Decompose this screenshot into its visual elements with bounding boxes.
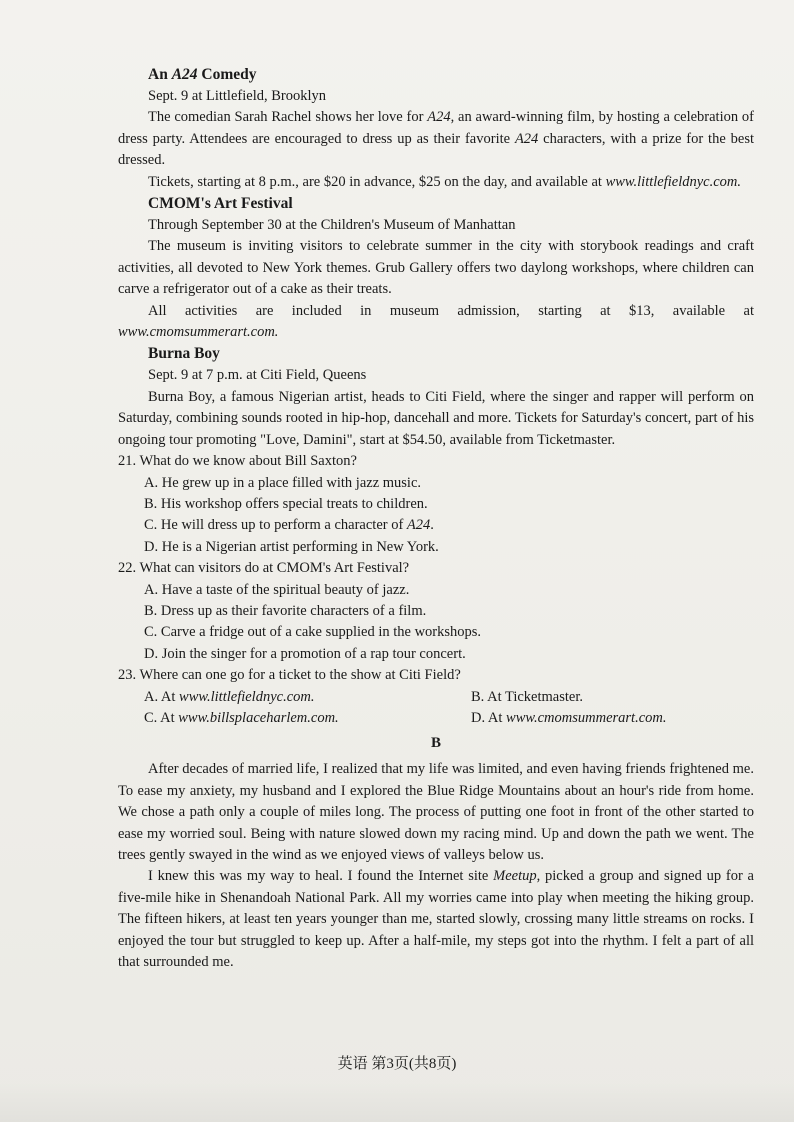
q23-option-a: A. At www.littlefieldnyc.com. <box>144 688 315 705</box>
question-21: 21. What do we know about Bill Saxton? <box>118 453 357 470</box>
q22-option-b: B. Dress up as their favorite characters of a film. <box>144 602 427 619</box>
event-title-a24: An A24 Comedy <box>148 66 257 83</box>
page-footer: 英语 第3页(共8页) <box>337 1056 457 1072</box>
event-title-cmom: CMOM's Art Festival <box>148 195 293 213</box>
event-desc-cmom: The museum is inviting visitors to celebrate summer in the city with storybook readings and craft activities, all devoted to New York themes. Grub Gallery offers two daylong workshops, where children can carve a refrigerator out of a cake as their treats. <box>118 238 754 298</box>
question-23: 23. Where can one go for a ticket to the show at Citi Field? <box>118 667 461 684</box>
q23-options-row-1 <box>144 687 754 708</box>
page-shadow <box>0 1082 794 1122</box>
event-tickets-a24: Tickets, starting at 8 p.m., are $20 in advance, $25 on the day, and available at www.littlefieldnyc.com. <box>148 173 742 190</box>
passage-b-paragraph-2: I knew this was my way to heal. I found the Internet site Meetup, picked a group and signed up for a five-mile hike in Shenandoah National Park. All my worries came into play when meeting the hiking group. The fifteen hikers, at least ten years younger than me, started slowly, crossing many little streams on rocks. I enjoyed the tour but struggled to keep up. After a half-mile, my steps got into the rhythm. I felt a part of all that surrounded me. <box>118 868 754 971</box>
q23-options-row-2 <box>144 708 754 729</box>
q23-option-d: D. At www.cmomsummerart.com. <box>471 709 667 726</box>
event-meta-burna: Sept. 9 at 7 p.m. at Citi Field, Queens <box>148 367 367 384</box>
q22-option-d: D. Join the singer for a promotion of a rap tour concert. <box>144 645 466 662</box>
q21-option-d: D. He is a Nigerian artist performing in New York. <box>144 538 439 555</box>
event-title-burna: Burna Boy <box>148 345 220 363</box>
q22-option-a: A. Have a taste of the spiritual beauty of jazz. <box>144 581 410 598</box>
event-meta-cmom: Through September 30 at the Children's Museum of Manhattan <box>148 217 516 234</box>
event-tickets-cmom: All activities are included in museum admission, starting at $13, available at www.cmomsummerart.com. <box>118 302 754 341</box>
event-desc-a24: The comedian Sarah Rachel shows her love for A24, an award-winning film, by hosting a celebration of dress party. Attendees are encouraged to dress up as their favorite A24 characters, with a prize for the best dressed. <box>118 109 754 169</box>
q22-option-c: C. Carve a fridge out of a cake supplied in the workshops. <box>144 624 482 641</box>
q23-option-c: C. At www.billsplaceharlem.com. <box>144 709 339 726</box>
section-b-label: B <box>430 735 441 752</box>
q23-option-b: B. At Ticketmaster. <box>471 688 583 705</box>
q21-option-a: A. He grew up in a place filled with jazz music. <box>144 474 422 491</box>
passage-b-paragraph-1: After decades of married life, I realized that my life was limited, and even having friends frightened me. To ease my anxiety, my husband and I explored the Blue Ridge Mountains about an hour's ride from home. We chose a path only a couple of miles long. The process of putting one foot in front of the other started to ease my worried soul. Being with nature slowed down my racing mind. Up and down the path we went. The trees gently swayed in the wind as we enjoyed views of valleys below us. <box>118 761 754 863</box>
q21-option-b: B. His workshop offers special treats to children. <box>144 495 428 512</box>
event-meta-a24: Sept. 9 at Littlefield, Brooklyn <box>148 88 327 104</box>
question-22: 22. What can visitors do at CMOM's Art Festival? <box>118 560 410 577</box>
q21-option-c: C. He will dress up to perform a character of A24. <box>144 517 434 534</box>
event-desc-burna: Burna Boy, a famous Nigerian artist, heads to Citi Field, where the singer and rapper will perform on Saturday, combining sounds rooted in hip-hop, dancehall and more. Tickets for Saturday's concert, part of his ongoing tour promoting "Love, Damini", start at $54.50, available from Ticketmaster. <box>118 388 754 448</box>
